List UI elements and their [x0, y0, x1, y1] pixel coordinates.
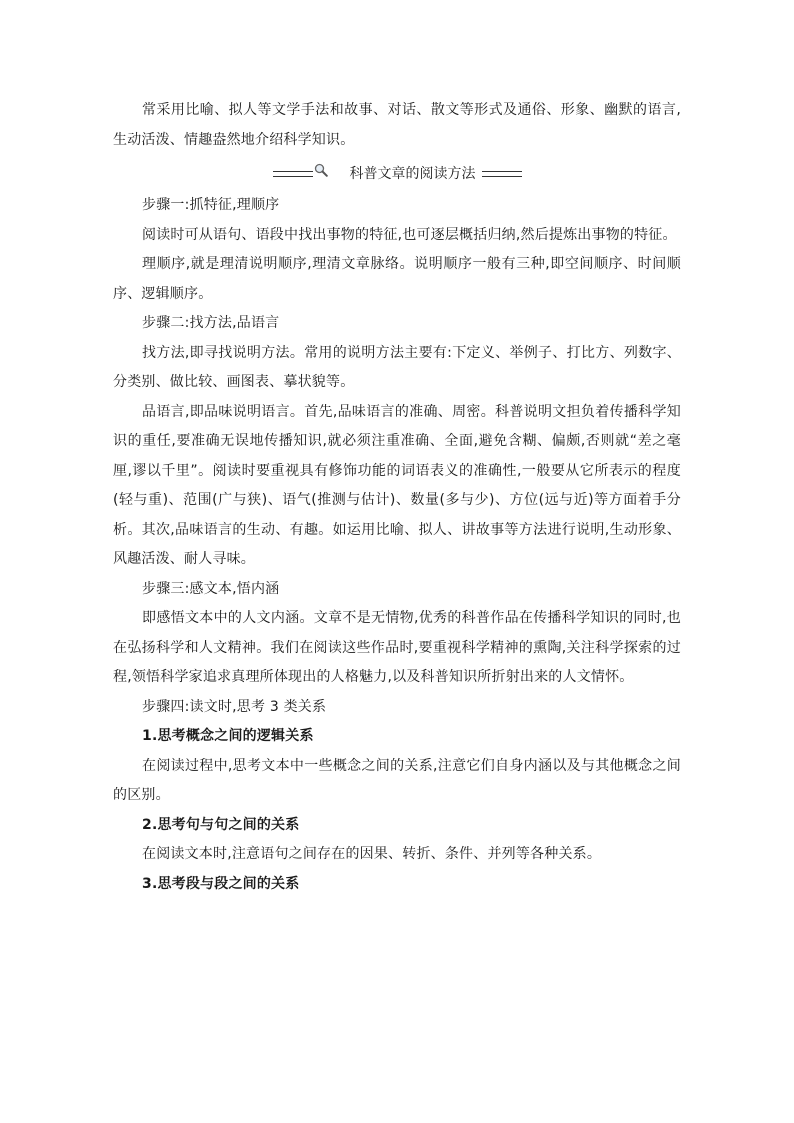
step2-paragraph-2: 品语言,即品味说明语言。首先,品味语言的准确、周密。科普说明文担负着传播科学知识的重任,要准确无误地传播知识,就必须注重准确、全面,避免含糊、偏颇,否则就“差之毫厘,谬以千里”。阅读时要重视具有修饰功能的词语表义的准确性,一般要从它所表示的程度(轻与重)、范围(广与狭)、语气(推测与估计)、数量(多与少)、方位(远与近)等方面着手分析。其次,品味语言的生动、有趣。如运用比喻、拟人、讲故事等方法进行说明,生动形象、风趣活泼、耐人寻味。 — [113, 403, 681, 568]
step1-paragraph-2: 理顺序,就是理清说明顺序,理清文章脉络。说明顺序一般有三种,即空间顺序、时间顺序、逻辑顺序。 — [113, 256, 681, 302]
step4-title: 步骤四:读文时,思考 3 类关系 — [142, 698, 327, 715]
intro-paragraph: 常采用比喻、拟人等文学手法和故事、对话、散文等形式及通俗、形象、幽默的语言,生动活泼、情趣盎然地介绍科学知识。 — [113, 102, 681, 148]
step3-paragraph-1: 即感悟文本中的人文内涵。文章不是无情物,优秀的科普作品在传播科学知识的同时,也在弘扬科学和人文精神。我们在阅读这些作品时,要重视科学精神的熏陶,关注科学探索的过程,领悟科学家追求真理所体现出的人格魅力,以及科普知识所折射出来的人文情怀。 — [113, 610, 681, 686]
document-page — [113, 96, 681, 899]
step4-subheading-3: 3.思考段与段之间的关系 — [142, 875, 300, 892]
step4-subheading-2: 2.思考句与句之间的关系 — [142, 816, 300, 833]
heading-rule-right — [482, 171, 522, 177]
step2-title: 步骤二:找方法,品语言 — [142, 315, 280, 332]
heading-rule-left — [273, 171, 313, 177]
step4-subheading-1: 1.思考概念之间的逻辑关系 — [142, 728, 314, 745]
section-heading — [113, 159, 681, 189]
section-title: 科普文章的阅读方法 — [349, 165, 476, 182]
magnifier-icon — [314, 159, 328, 189]
step1-paragraph-1: 阅读时可从语句、语段中找出事物的特征,也可逐层概括归纳,然后提炼出事物的特征。 — [142, 226, 677, 243]
step4-paragraph-1: 在阅读过程中,思考文本中一些概念之间的关系,注意它们自身内涵以及与其他概念之间的区别。 — [113, 757, 681, 804]
step1-title: 步骤一:抓特征,理顺序 — [142, 197, 280, 214]
step4-paragraph-2: 在阅读文本时,注意语句之间存在的因果、转折、条件、并列等各种关系。 — [142, 846, 602, 863]
step2-paragraph-1: 找方法,即寻找说明方法。常用的说明方法主要有:下定义、举例子、打比方、列数字、分类别、做比较、画图表、摹状貌等。 — [113, 344, 681, 391]
step3-title: 步骤三:感文本,悟内涵 — [142, 580, 280, 597]
